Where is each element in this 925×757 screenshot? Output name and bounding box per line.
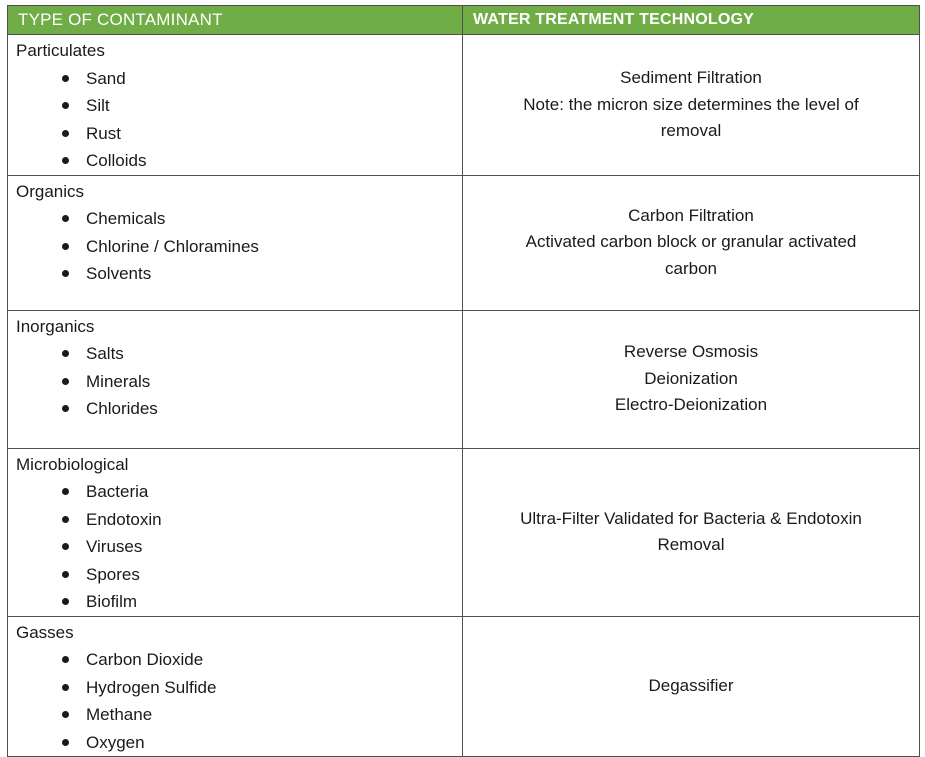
contaminant-cell [8, 448, 463, 616]
technology-line: Deionization [644, 368, 738, 388]
bullet-icon [62, 684, 69, 691]
technology-cell [463, 175, 920, 310]
bullet-icon [62, 215, 69, 222]
list-item [16, 646, 462, 674]
category-label: Gasses [16, 622, 74, 642]
technology-cell [463, 448, 920, 616]
contaminant-cell [8, 616, 463, 757]
list-item [16, 260, 462, 288]
list-item [16, 588, 462, 616]
list-item-label: Solvents [86, 264, 152, 283]
contaminant-table-container [7, 5, 919, 757]
list-item-label: Colloids [86, 151, 147, 170]
table-header-row [8, 6, 920, 35]
table-row [8, 310, 920, 448]
category-label: Inorganics [16, 316, 95, 336]
list-item-label: Biofilm [86, 592, 138, 611]
list-item [16, 478, 462, 506]
bullet-icon [62, 405, 69, 412]
list-item-label: Oxygen [86, 732, 145, 752]
technology-line: Sediment Filtration [620, 68, 762, 87]
technology-cell [463, 310, 920, 448]
bullet-icon [62, 516, 69, 523]
list-item [16, 340, 462, 368]
technology-cell [463, 35, 920, 176]
technology-line: removal [660, 121, 722, 140]
bullet-icon [62, 739, 69, 746]
technology-cell [463, 616, 920, 757]
bullet-icon [62, 157, 69, 164]
list-item [16, 205, 462, 233]
header-treatment-technology: WATER TREATMENT TECHNOLOGY [463, 6, 920, 35]
bullet-icon [62, 350, 69, 357]
technology-line: Carbon Filtration [628, 205, 754, 225]
contaminant-treatment-table [7, 5, 920, 757]
table-row [8, 35, 920, 176]
bullet-icon [62, 543, 69, 550]
list-item [16, 147, 462, 175]
technology-line: Reverse Osmosis [623, 342, 759, 362]
technology-line: Ultra-Filter Validated for Bacteria & Endotoxin [520, 508, 862, 528]
bullet-icon [62, 598, 69, 605]
technology-line: Electro-Deionization [614, 395, 768, 415]
list-item-label: Minerals [86, 371, 151, 391]
bullet-icon [62, 378, 69, 385]
list-item-label: Hydrogen Sulfide [86, 677, 217, 697]
contaminant-list [16, 65, 462, 175]
list-item [16, 233, 462, 261]
list-item [16, 561, 462, 589]
bullet-icon [62, 270, 69, 277]
list-item-label: Salts [86, 344, 124, 363]
category-label: Organics [16, 181, 85, 201]
contaminant-list [16, 478, 462, 616]
list-item [16, 120, 462, 148]
table-row [8, 175, 920, 310]
list-item-label: Sand [86, 68, 126, 88]
list-item-label: Methane [86, 705, 153, 724]
bullet-icon [62, 488, 69, 495]
list-item [16, 506, 462, 534]
list-item-label: Chlorine / Chloramines [86, 236, 259, 256]
contaminant-list [16, 340, 462, 423]
category-label: Microbiological [16, 454, 129, 474]
contaminant-cell [8, 310, 463, 448]
list-item [16, 701, 462, 729]
technology-line: Degassifier [648, 676, 734, 695]
table-row [8, 448, 920, 616]
list-item-label: Silt [86, 96, 110, 115]
list-item [16, 65, 462, 93]
list-item [16, 533, 462, 561]
list-item-label: Rust [86, 123, 121, 143]
table-row [8, 616, 920, 757]
list-item-label: Bacteria [86, 482, 149, 501]
contaminant-list [16, 205, 462, 288]
list-item-label: Spores [86, 564, 140, 584]
bullet-icon [62, 656, 69, 663]
list-item [16, 729, 462, 757]
technology-line: Note: the micron size determines the level of [523, 94, 859, 114]
list-item-label: Carbon Dioxide [86, 650, 204, 669]
bullet-icon [62, 243, 69, 250]
contaminant-cell [8, 175, 463, 310]
list-item [16, 674, 462, 702]
list-item [16, 92, 462, 120]
list-item [16, 395, 462, 423]
list-item-label: Chemicals [86, 209, 166, 228]
bullet-icon [62, 130, 69, 137]
technology-line: Activated carbon block or granular activated [525, 232, 857, 252]
technology-line: carbon [665, 258, 717, 278]
bullet-icon [62, 75, 69, 82]
header-contaminant-type: TYPE OF CONTAMINANT [8, 6, 463, 35]
bullet-icon [62, 711, 69, 718]
category-label: Particulates [16, 41, 105, 60]
list-item-label: Chlorides [86, 399, 158, 418]
list-item [16, 368, 462, 396]
list-item-label: Viruses [86, 537, 143, 556]
bullet-icon [62, 571, 69, 578]
bullet-icon [62, 102, 69, 109]
list-item-label: Endotoxin [86, 509, 162, 529]
technology-line: Removal [657, 535, 725, 554]
contaminant-cell [8, 35, 463, 176]
contaminant-list [16, 646, 462, 756]
